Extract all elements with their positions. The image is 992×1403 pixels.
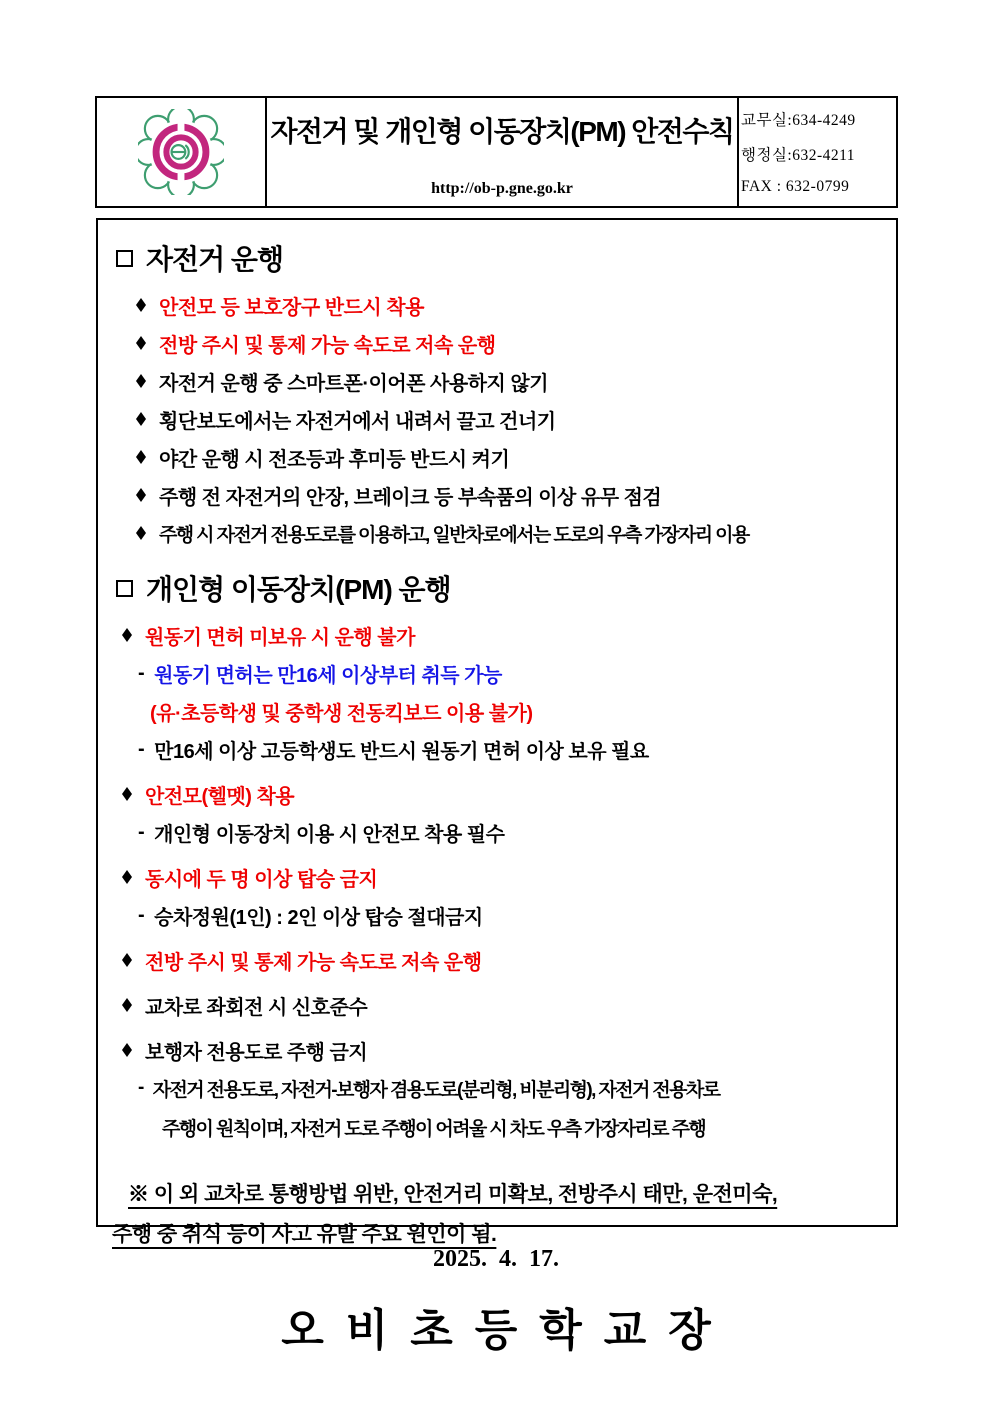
rule-text: 원동기 면허는 만16세 이상부터 취득 가능 (154, 664, 502, 687)
rule-text: 횡단보도에서는 자전거에서 내려서 끌고 건너기 (159, 410, 556, 433)
diamond-bullet-icon (136, 374, 146, 388)
rule-subitem (138, 730, 886, 768)
safety-rules-box (96, 218, 898, 1246)
document-url: http://ob-p.gne.go.kr (431, 180, 573, 197)
rule-text: 전방 주시 및 통제 가능 속도로 저속 운행 (145, 951, 482, 974)
rule-text: 개인형 이동장치 이용 시 안전모 착용 필수 (154, 823, 505, 846)
rule-subitem (138, 1069, 886, 1107)
rule-text: 동시에 두 명 이상 탑승 금지 (145, 868, 378, 891)
rule-subitem (150, 692, 886, 730)
diamond-bullet-icon (122, 953, 132, 967)
rule-text: 자전거 운행 중 스마트폰·이어폰 사용하지 않기 (159, 372, 549, 395)
square-bullet-icon (116, 580, 133, 597)
section-heading-label: 자전거 운행 (146, 244, 284, 275)
rule-text: 야간 운행 시 전조등과 후미등 반드시 켜기 (159, 448, 510, 471)
rule-item (122, 616, 886, 654)
diamond-bullet-icon (136, 412, 146, 426)
diamond-bullet-icon (136, 450, 146, 464)
rule-text: (유·초등학생 및 중학생 전동킥보드 이용 불가) (150, 702, 533, 725)
dash-bullet-icon: - (138, 1077, 143, 1098)
diamond-bullet-icon (122, 998, 132, 1012)
rule-text: 안전모 등 보호장구 반드시 착용 (159, 296, 424, 319)
rule-item (122, 941, 886, 979)
dash-bullet-icon: - (138, 820, 145, 843)
rule-item (136, 324, 886, 362)
diamond-bullet-icon (122, 1043, 132, 1057)
principal-signature: 오비초등학교장 (281, 1306, 733, 1355)
caution-note (112, 1175, 886, 1255)
rule-subitem (138, 896, 886, 934)
rule-item (136, 362, 886, 400)
diamond-bullet-icon (136, 298, 146, 312)
rule-text: 만16세 이상 고등학생도 반드시 원동기 면허 이상 보유 필요 (154, 740, 649, 763)
rule-item (122, 986, 886, 1024)
rule-subitem-continuation (162, 1107, 886, 1147)
title-cell (267, 98, 739, 206)
rule-text: 안전모(헬멧) 착용 (145, 785, 295, 808)
contact-office-phone: 교무실:634-4249 (741, 112, 856, 130)
rule-item (136, 514, 886, 552)
pm-rule-list (110, 616, 886, 1147)
dash-bullet-icon: - (138, 903, 145, 926)
rule-text: 승차정원(1인) : 2인 이상 탑승 절대금지 (154, 906, 483, 929)
dash-bullet-icon: - (138, 661, 145, 684)
diamond-bullet-icon (136, 488, 146, 502)
rule-item (136, 438, 886, 476)
rule-text: 자전거 전용도로, 자전거-보행자 겸용도로(분리형, 비분리형), 자전거 전용차로 (152, 1079, 720, 1101)
caution-note-line: 주행 중 취식 등이 사고 유발 주요 원인이 됨. (112, 1223, 497, 1246)
rule-item (122, 775, 886, 813)
rule-item (136, 476, 886, 514)
logo-cell (97, 98, 267, 206)
section-heading-label: 개인형 이동장치(PM) 운행 (146, 574, 451, 605)
square-bullet-icon (116, 250, 133, 267)
rule-text: 교차로 좌회전 시 신호준수 (145, 996, 368, 1019)
document-title: 자전거 및 개인형 이동장치(PM) 안전수칙 (270, 116, 734, 147)
document-date: 2025. 4. 17. (433, 1246, 559, 1272)
contact-info (739, 98, 896, 206)
contact-admin-phone: 행정실:632-4211 (741, 146, 856, 164)
rule-subitem (138, 654, 886, 692)
diamond-bullet-icon (122, 787, 132, 801)
rule-text: 주행이 원칙이며, 자전거 도로 주행이 어려울 시 차도 우측 가장자리로 주행 (162, 1118, 706, 1140)
rule-text: 주행 전 자전거의 안장, 브레이크 등 부속품의 이상 유무 점검 (159, 486, 662, 509)
contact-fax: FAX : 632-0799 (741, 177, 850, 195)
rule-text: 주행 시 자전거 전용도로를 이용하고, 일반차로에서는 도로의 우측 가장자리 이용 (159, 524, 749, 546)
section-heading-pm (116, 568, 886, 608)
rule-subitem (138, 813, 886, 851)
diamond-bullet-icon (136, 526, 146, 540)
rule-item (136, 400, 886, 438)
caution-note-line: ※ 이 외 교차로 통행방법 위반, 안전거리 미확보, 전방주시 태만, 운전미숙, (128, 1183, 778, 1206)
diamond-bullet-icon (122, 870, 132, 884)
rule-item (122, 858, 886, 896)
school-emblem-logo (138, 109, 224, 195)
rule-text: 원동기 면허 미보유 시 운행 불가 (145, 626, 415, 649)
diamond-bullet-icon (122, 628, 132, 642)
diamond-bullet-icon (136, 336, 146, 350)
dash-bullet-icon: - (138, 737, 145, 760)
rule-text: 보행자 전용도로 주행 금지 (145, 1041, 368, 1064)
section-heading-bicycle (116, 238, 886, 278)
rule-item (122, 1031, 886, 1069)
document-header (95, 96, 898, 208)
rule-text: 전방 주시 및 통제 가능 속도로 저속 운행 (159, 334, 496, 357)
rule-item (136, 286, 886, 324)
